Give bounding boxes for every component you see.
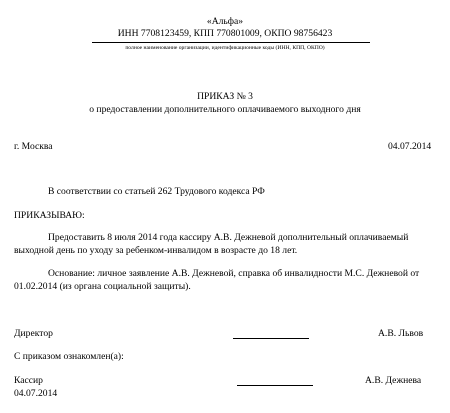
- para1-line2: выходной день по уходу за ребенком-инвалидом в возрасте до 18 лет.: [14, 244, 298, 256]
- order-paragraph-2: [14, 268, 442, 293]
- order-subtitle: о предоставлении дополнительного оплачиваемого выходного дня: [89, 104, 361, 115]
- para2-line2: 01.02.2014 (из органа социальной защиты).: [14, 280, 191, 292]
- city: г. Москва: [14, 141, 53, 152]
- order-title: ПРИКАЗ № 3: [197, 91, 253, 102]
- para2-line1: Основание: личное заявление А.В. Дежневой, справка об инвалидности М.С. Дежневой от: [48, 268, 420, 279]
- director-signature-line: [233, 338, 309, 339]
- header-caption: полное наименование организации, идентификационные коды (ИНН, КПП, ОКПО): [125, 45, 325, 51]
- org-codes: ИНН 7708123459, КПП 770801009, ОКПО 98756423: [117, 28, 333, 39]
- order-paragraph-1: [14, 232, 442, 257]
- order-date: 04.07.2014: [388, 141, 432, 152]
- cashier-title: Кассир: [14, 375, 43, 386]
- org-name: «Альфа»: [206, 16, 244, 27]
- director-title: Директор: [14, 328, 53, 339]
- para1-line1: Предоставить 8 июля 2014 года кассиру А.В. Дежневой дополнительный оплачиваемый: [48, 232, 409, 243]
- director-name: А.В. Львов: [378, 328, 424, 339]
- cashier-name: А.В. Дежнева: [365, 375, 422, 386]
- cashier-date: 04.07.2014: [14, 388, 58, 399]
- acquainted-label: С приказом ознакомлен(а):: [14, 351, 124, 362]
- basis-line: В соответствии со статьей 262 Трудового кодекса РФ: [48, 186, 265, 197]
- cashier-signature-line: [237, 385, 313, 386]
- header-underline: [92, 42, 370, 43]
- order-word: ПРИКАЗЫВАЮ:: [14, 210, 85, 221]
